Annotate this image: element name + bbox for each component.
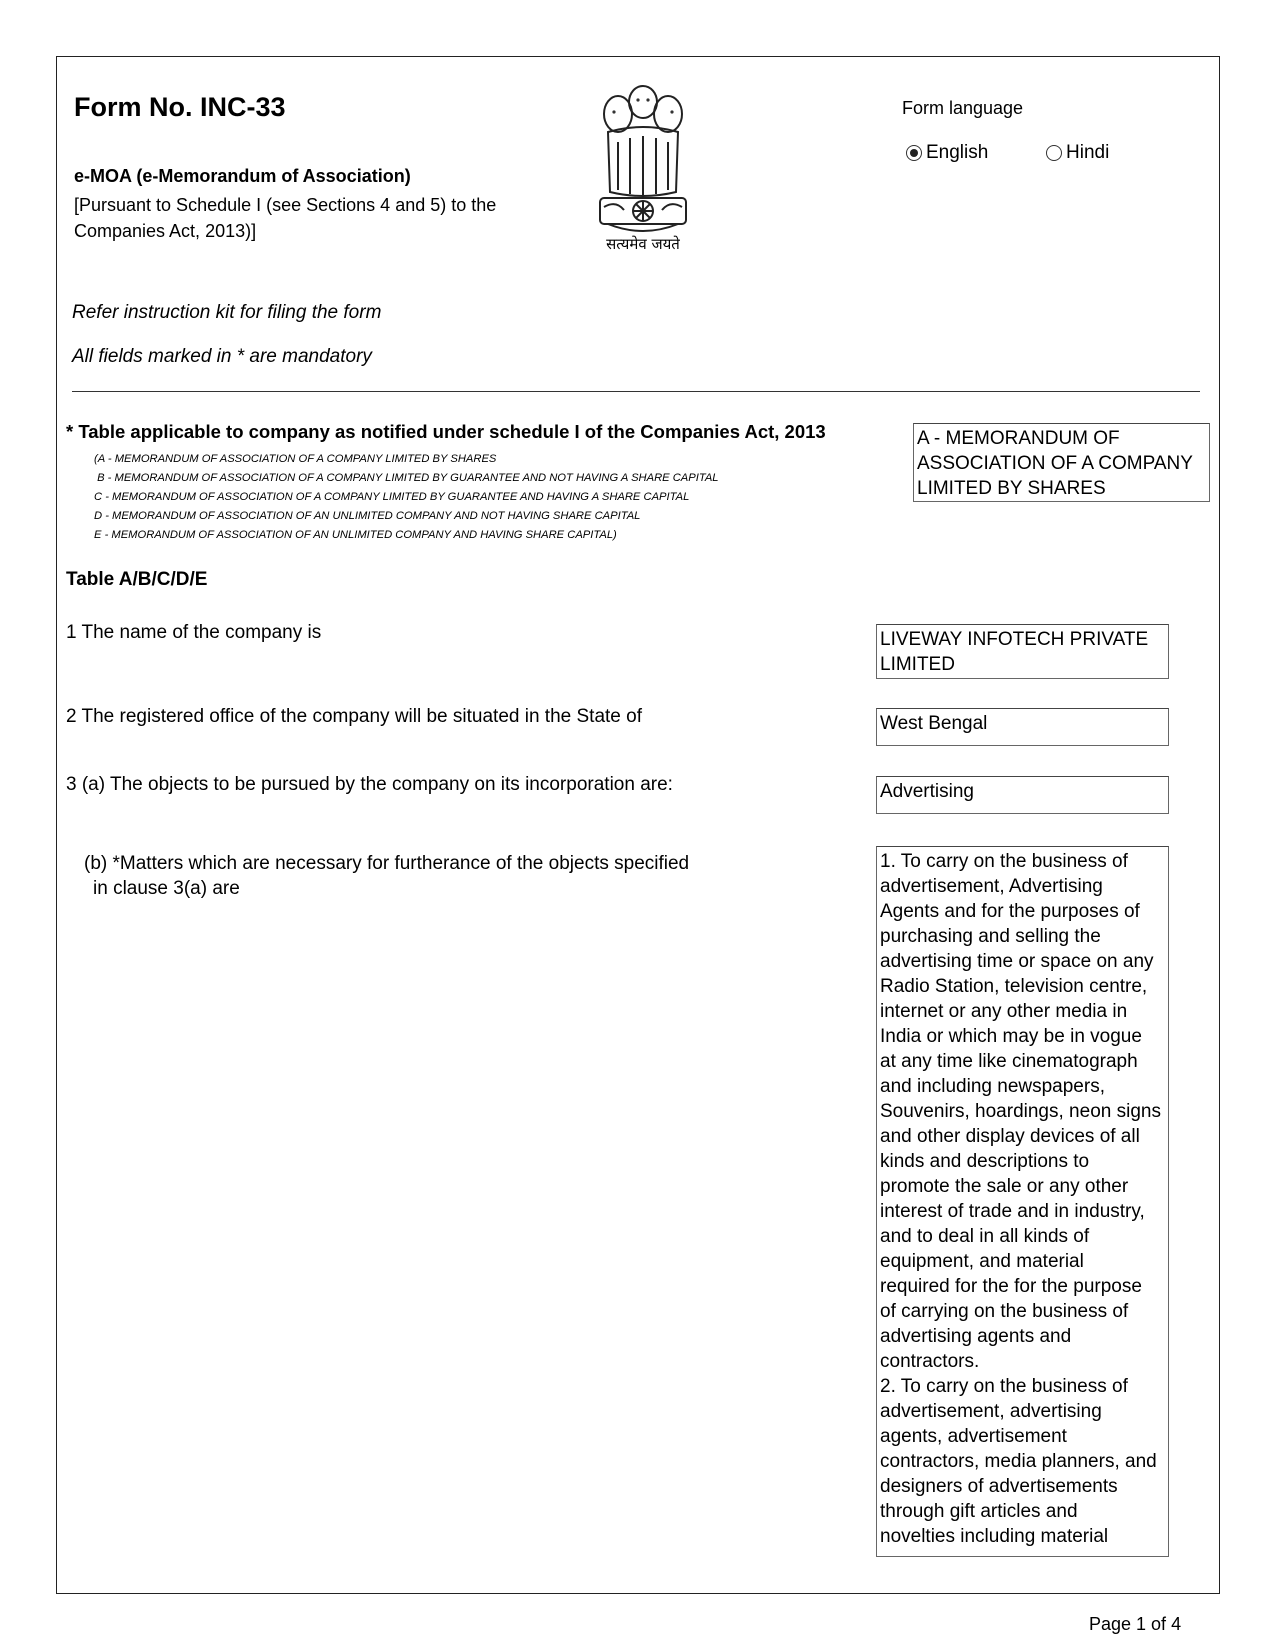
section-title: Table A/B/C/D/E [66, 569, 208, 590]
state-emblem [588, 72, 698, 272]
radio-hindi-label: Hindi [1066, 142, 1110, 163]
radio-hindi[interactable] [1046, 142, 1109, 164]
company-name-field[interactable]: LIVEWAY INFOTECH PRIVATE LIMITED [876, 624, 1169, 679]
form-language-label: Form language [902, 98, 1024, 118]
table-option: (A - MEMORANDUM OF ASSOCIATION OF A COMPANY LIMITED BY SHARES [94, 453, 497, 465]
table-applicable-field[interactable]: A - MEMORANDUM OF ASSOCIATION OF A COMPANY LIMITED BY SHARES [913, 423, 1210, 502]
q3b-label-line1: (b) *Matters which are necessary for furtherance of the objects specified [84, 853, 690, 874]
instruction-mandatory: All fields marked in * are mandatory [72, 346, 372, 367]
table-option: E - MEMORANDUM OF ASSOCIATION OF AN UNLIMITED COMPANY AND HAVING SHARE CAPITAL) [94, 529, 617, 541]
table-options-list [94, 450, 719, 545]
radio-english[interactable] [906, 142, 988, 164]
state-field[interactable]: West Bengal [876, 708, 1169, 746]
radio-selected-icon[interactable] [906, 145, 922, 161]
table-option: B - MEMORANDUM OF ASSOCIATION OF A COMPANY LIMITED BY GUARANTEE AND NOT HAVING A SHARE CAPITAL [94, 472, 719, 484]
table-option: D - MEMORANDUM OF ASSOCIATION OF AN UNLIMITED COMPANY AND NOT HAVING SHARE CAPITAL [94, 510, 641, 522]
objects-field[interactable]: Advertising [876, 776, 1169, 814]
motto-text: सत्यमेव जयते [606, 235, 680, 253]
divider [72, 391, 1200, 392]
instruction-refer: Refer instruction kit for filing the form [72, 302, 382, 323]
form-title: e-MOA (e-Memorandum of Association) [74, 166, 411, 186]
table-applicable-label: * Table applicable to company as notified under schedule I of the Companies Act, 2013 [66, 421, 826, 442]
matters-textarea[interactable]: 1. To carry on the business of advertisement, Advertising Agents and for the purposes of purchasing and selling the advertising time or space on any Radio Station, television centre, internet or any other media in India or which may be in vogue at any time like cinematograph and including newspapers, Souvenirs, hoardings, neon signs and other display devices of all kinds and descriptions to promote the sale or any other interest of trade and in industry, and to deal in all kinds of equipment, and material required for the for the purpose of carrying on the business of advertising agents and contractors. 2. To carry on the business of advertisement, advertising agents, advertisement contractors, media planners, and designers of advertisements through gift articles and novelties including material [876, 846, 1169, 1557]
lion-capital-icon [588, 72, 698, 252]
page-number: Page 1 of 4 [1089, 1614, 1182, 1634]
form-subtitle: [Pursuant to Schedule I (see Sections 4 and 5) to the Companies Act, 2013)] [74, 195, 497, 241]
q1-label: 1 The name of the company is [66, 622, 322, 643]
radio-unselected-icon[interactable] [1046, 145, 1062, 161]
q3a-label: 3 (a) The objects to be pursued by the company on its incorporation are: [66, 774, 673, 795]
q3b-label-line2: in clause 3(a) are [93, 878, 240, 899]
radio-english-label: English [926, 142, 989, 163]
form-number: Form No. INC-33 [74, 92, 286, 122]
q2-label: 2 The registered office of the company will be situated in the State of [66, 706, 642, 727]
table-option: C - MEMORANDUM OF ASSOCIATION OF A COMPANY LIMITED BY GUARANTEE AND HAVING A SHARE CAPITAL [94, 491, 690, 503]
